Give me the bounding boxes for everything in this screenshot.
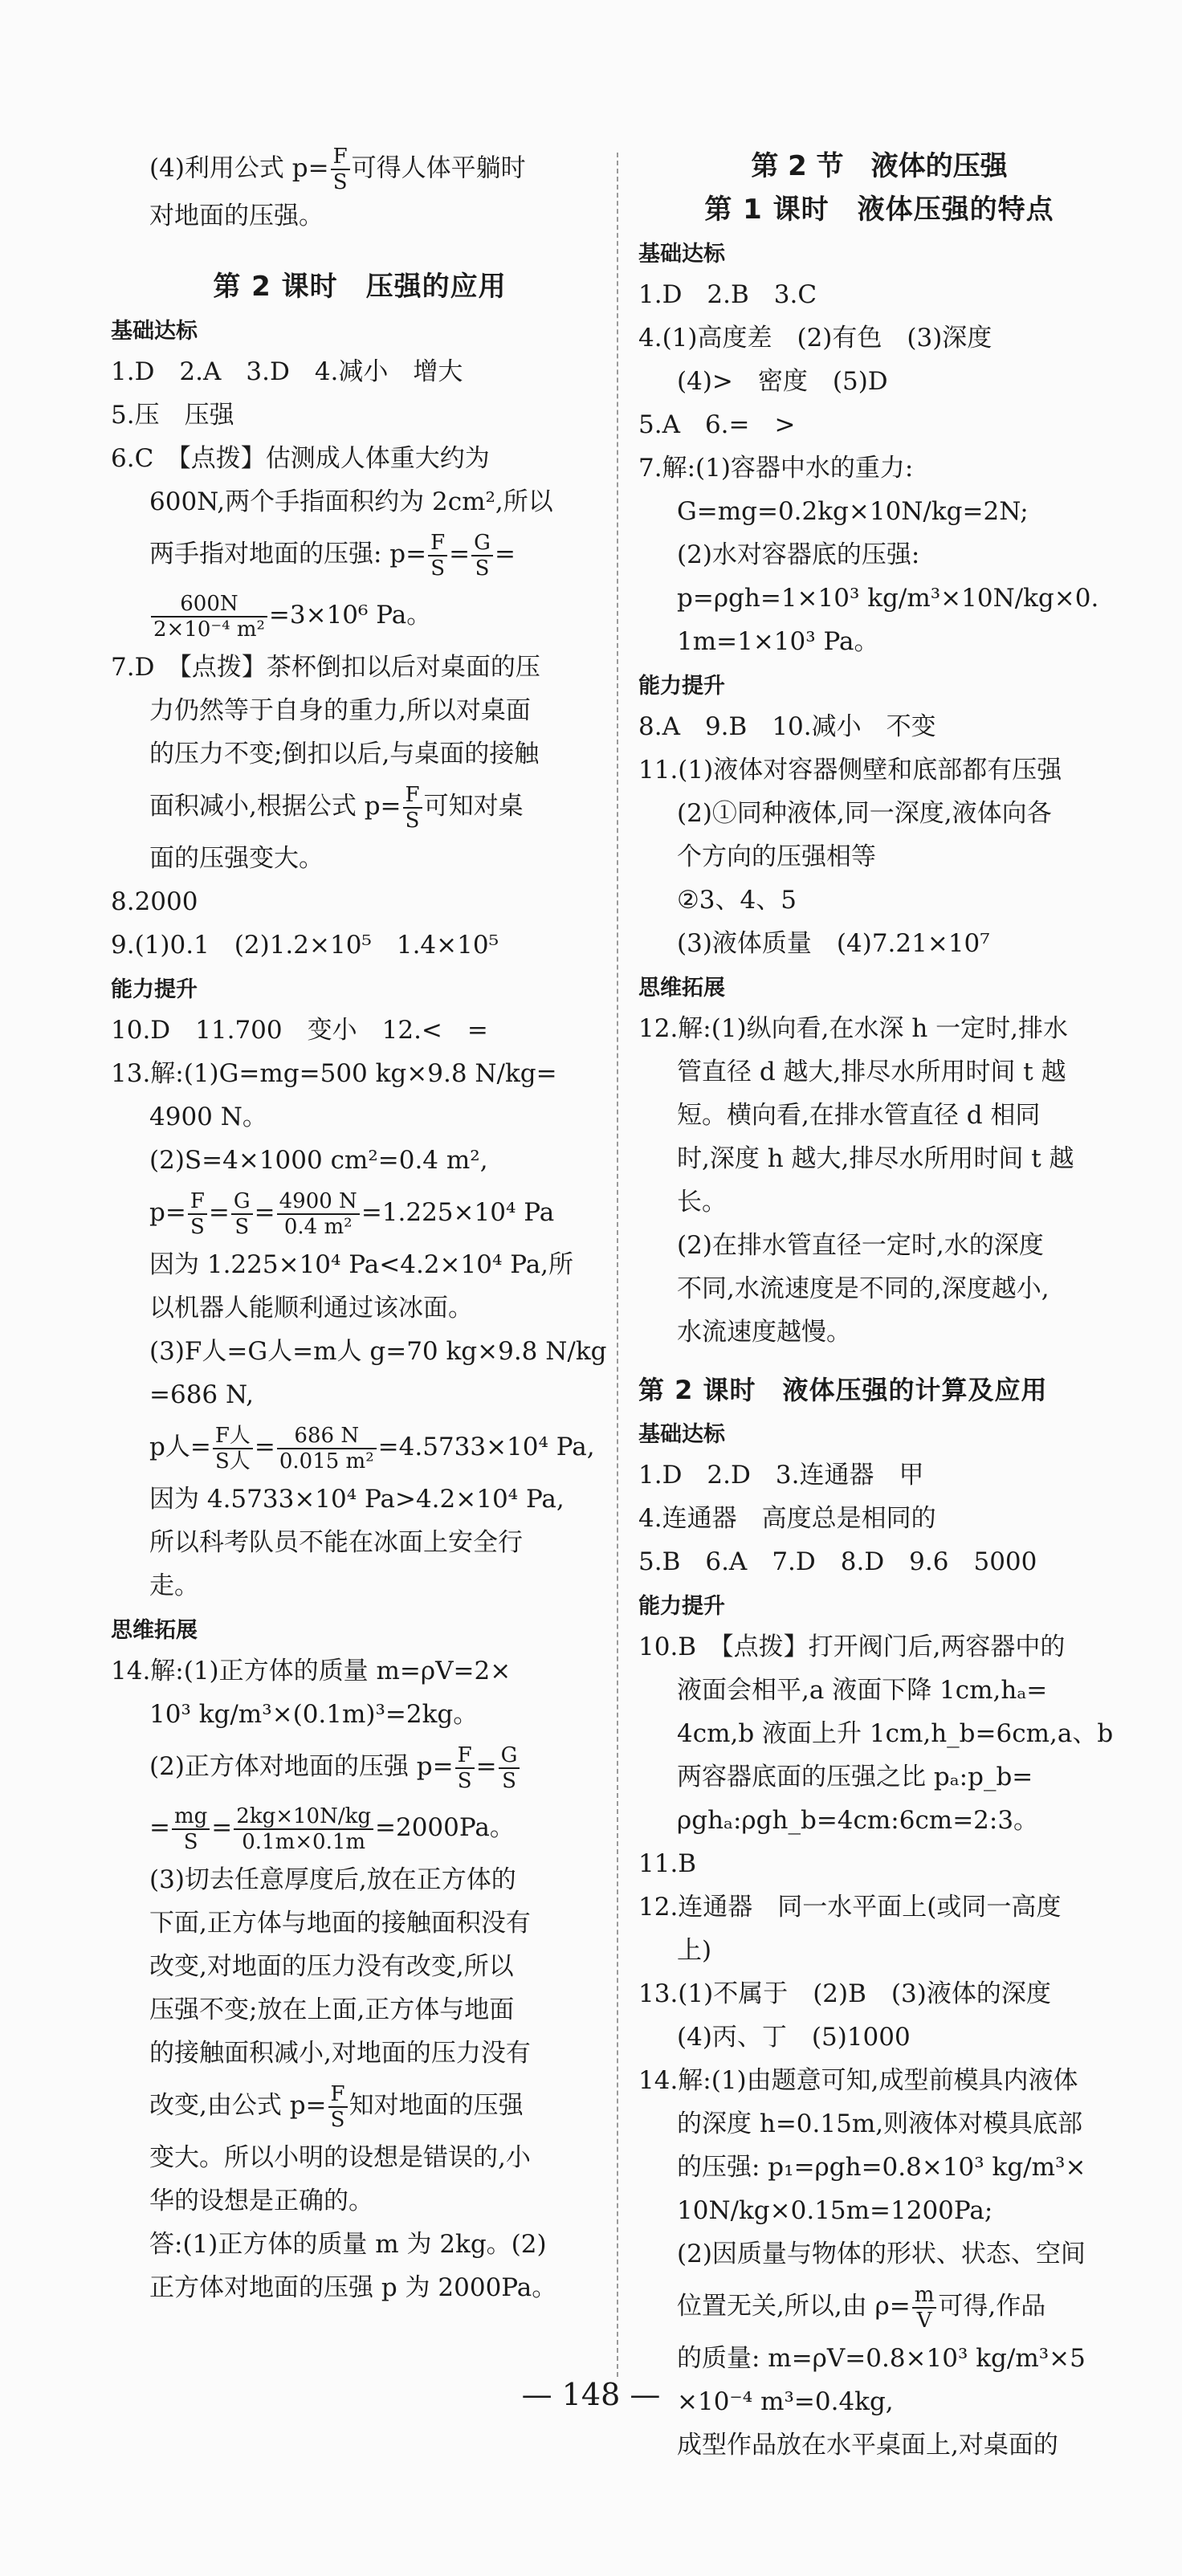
answer-line: 下面,正方体与地面的接触面积没有 — [149, 1909, 531, 1938]
answer-line: (2)因质量与物体的形状、状态、空间 — [677, 2240, 1086, 2268]
answer-line: 的质量: m=ρV=0.8×10³ kg/m³×5 — [677, 2344, 1086, 2373]
section-title: 第 2 节 液体的压强 — [751, 150, 1008, 182]
fraction: $\frac{F}{S}$ — [331, 145, 350, 194]
category-heading: 基础达标 — [638, 242, 725, 267]
category-heading: 思维拓展 — [638, 976, 725, 1001]
answer-line: 走。 — [149, 1571, 199, 1600]
category-heading: 思维拓展 — [111, 1618, 198, 1643]
answer-line: 10³ kg/m³×(0.1m)³=2kg。 — [149, 1700, 479, 1729]
answer-line: 改变,对地面的压力没有改变,所以 — [149, 1952, 514, 1981]
answer-line: 10.D 11.700 变小 12.< = — [111, 1016, 488, 1045]
answer-line: 水流速度越慢。 — [677, 1318, 851, 1347]
answer-line: 5.A 6.= > — [638, 410, 796, 439]
answer-line: (2)S=4×1000 cm²=0.4 m², — [149, 1146, 488, 1175]
answer-line: 11.(1)液体对容器侧壁和底部都有压强 — [638, 756, 1062, 785]
answer-line: G=mg=0.2kg×10N/kg=2N; — [677, 497, 1029, 526]
answer-line: (3)液体质量 (4)7.21×10⁷ — [677, 929, 990, 958]
math-line: 面积减小,根据公式 p= $\frac{F}{S}$ 可知对桌 — [149, 782, 524, 833]
answer-line: (2)水对容器底的压强: — [677, 540, 920, 569]
answer-line: 正方体对地面的压强 p 为 2000Pa。 — [149, 2273, 557, 2302]
left-column — [111, 145, 609, 2309]
answer-line: 4.连通器 高度总是相同的 — [638, 1504, 936, 1533]
answer-line: 1.D 2.A 3.D 4.减小 增大 — [111, 357, 463, 386]
math-line: 两手指对地面的压强: p= $\frac{F}{S}$ = $\frac{G}{S}$ = — [149, 530, 516, 581]
answer-line: (4)丙、丁 (5)1000 — [677, 2023, 911, 2052]
math-line: (2)正方体对地面的压强 p= $\frac{F}{S}$ = $\frac{G}{S}$ — [111, 1736, 609, 1797]
answer-line: 变大。所以小明的设想是错误的,小 — [149, 2143, 531, 2172]
answer-line: 因为 4.5733×10⁴ Pa>4.2×10⁴ Pa, — [149, 1485, 565, 1514]
column-divider — [617, 153, 618, 2377]
answer-line: =686 N, — [149, 1380, 254, 1409]
page-number: — 148 — — [521, 2377, 661, 2412]
answer-line: 10N/kg×0.15m=1200Pa; — [677, 2196, 993, 2225]
category-heading: 能力提升 — [638, 674, 725, 699]
answer-line: 1m=1×10³ Pa。 — [677, 627, 879, 656]
answer-line: 短。横向看,在排水管直径 d 相同 — [677, 1101, 1041, 1130]
answer-line: 成型作品放在水平桌面上,对桌面的 — [677, 2431, 1058, 2460]
answer-line: (4)> 密度 (5)D — [677, 367, 888, 396]
answer-line: 1.D 2.D 3.连通器 甲 — [638, 1461, 924, 1490]
answer-line: 时,深度 h 越大,排尽水所用时间 t 越 — [677, 1144, 1074, 1173]
answer-line: 面的压强变大。 — [149, 844, 324, 873]
answer-line: 个方向的压强相等 — [677, 842, 876, 871]
answer-line: 12.连通器 同一水平面上(或同一高度 — [638, 1893, 1062, 1922]
answer-line: 8.A 9.B 10.减小 不变 — [638, 712, 936, 741]
answer-line: 10.B 【点拨】打开阀门后,两容器中的 — [638, 1632, 1066, 1661]
category-heading: 基础达标 — [111, 319, 198, 344]
answer-line: 液面会相平,a 液面下降 1cm,hₐ= — [677, 1676, 1048, 1705]
category-heading: 基础达标 — [638, 1422, 725, 1447]
answer-line: (2)①同种液体,同一深度,液体向各 — [677, 799, 1052, 828]
lesson-title: 第 2 课时 压强的应用 — [213, 271, 507, 303]
answer-line: 600N,两个手指面积约为 2cm²,所以 — [149, 487, 553, 516]
answer-line: ②3、4、5 — [677, 886, 797, 915]
math-line: p= $\frac{F}{S}$ = $\frac{G}{S}$ = $\frac{4900 N}{\text{0.4 m²}}$ =1.225×10⁴ Pa — [149, 1188, 555, 1239]
answer-line: 12.解:(1)纵向看,在水深 h 一定时,排水 — [638, 1014, 1069, 1043]
answer-line: 4900 N。 — [149, 1103, 267, 1131]
lesson-title: 第 2 课时 液体压强的计算及应用 — [638, 1375, 1048, 1405]
answer-line: 4.(1)高度差 (2)有色 (3)深度 — [638, 324, 992, 353]
answer-line: 6.C 【点拨】估测成人体重大约为 — [111, 444, 490, 473]
answer-line: 8.2000 — [111, 887, 198, 916]
answer-line: 长。 — [677, 1188, 727, 1217]
right-column — [638, 145, 1120, 2467]
text-line: 对地面的压强。 — [149, 202, 324, 230]
math-line: = $\frac{mg}{S}$ = $\frac{2kg\times 10N/kg}{0.1m\times 0.1m}$ =2000Pa。 — [149, 1804, 515, 1854]
answer-line: 1.D 2.B 3.C — [638, 280, 817, 309]
math-line: 位置无关,所以,由 ρ= $\frac{m}{V}$ 可得,作品 — [677, 2282, 1046, 2333]
answer-line: 管直径 d 越大,排尽水所用时间 t 越 — [677, 1058, 1066, 1086]
category-heading: 能力提升 — [111, 977, 198, 1002]
answer-line: 9.(1)0.1 (2)1.2×10⁵ 1.4×10⁵ — [111, 931, 499, 960]
math-line: 改变,由公式 p= $\frac{F}{S}$ 知对地面的压强 — [149, 2081, 524, 2132]
answer-line: 两容器底面的压强之比 pₐ:p_b= — [677, 1763, 1033, 1791]
answer-line: 所以科考队员不能在冰面上安全行 — [149, 1528, 523, 1557]
answer-line: 上) — [677, 1936, 712, 1965]
answer-line: 4cm,b 液面上升 1cm,h_b=6cm,a、b — [677, 1719, 1114, 1748]
lesson-title: 第 1 课时 液体压强的特点 — [704, 194, 1054, 226]
answer-line: 的压强: p₁=ρgh=0.8×10³ kg/m³× — [677, 2153, 1086, 2182]
answer-line: 14.解:(1)正方体的质量 m=ρV=2× — [111, 1657, 512, 1685]
answer-line: ρghₐ:ρgh_b=4cm:6cm=2:3。 — [677, 1806, 1039, 1835]
answer-line: 5.B 6.A 7.D 8.D 9.6 5000 — [638, 1547, 1037, 1576]
answer-line: 答:(1)正方体的质量 m 为 2kg。(2) — [149, 2230, 547, 2259]
answer-line: 压强不变;放在上面,正方体与地面 — [149, 1995, 515, 2024]
answer-line: 11.B — [638, 1849, 697, 1878]
answer-line: 13.(1)不属于 (2)B (3)液体的深度 — [638, 1979, 1051, 2008]
text-line: (4)利用公式 p= $\frac{F}{S}$ 可得人体平躺时 — [149, 145, 526, 194]
answer-line: 华的设想是正确的。 — [149, 2187, 373, 2215]
answer-line: (3)切去任意厚度后,放在正方体的 — [149, 1865, 516, 1894]
answer-line: 13.解:(1)G=mg=500 kg×9.8 N/kg= — [111, 1059, 557, 1088]
answer-line: 7.D 【点拨】茶杯倒扣以后对桌面的压 — [111, 653, 540, 682]
answer-line: ×10⁻⁴ m³=0.4kg, — [677, 2387, 894, 2416]
answer-line: (2)在排水管直径一定时,水的深度 — [677, 1231, 1044, 1260]
answer-line: 14.解:(1)由题意可知,成型前模具内液体 — [638, 2066, 1078, 2095]
category-heading: 能力提升 — [638, 1594, 725, 1619]
answer-line: 因为 1.225×10⁴ Pa<4.2×10⁴ Pa,所 — [149, 1250, 574, 1279]
answer-line: 7.解:(1)容器中水的重力: — [638, 454, 914, 483]
answer-line: 的压力不变;倒扣以后,与桌面的接触 — [149, 740, 540, 768]
answer-line: 力仍然等于自身的重力,所以对桌面 — [149, 696, 531, 725]
answer-line: 的深度 h=0.15m,则液体对模具底部 — [677, 2109, 1083, 2138]
answer-line: p=ρgh=1×10³ kg/m³×10N/kg×0. — [677, 584, 1099, 613]
answer-line: 不同,水流速度是不同的,深度越小, — [677, 1274, 1050, 1303]
math-line: $\frac{600N}{\text{2×10⁻⁴ m²}}$ =3×10⁶ Pa。 — [111, 585, 609, 646]
answer-line: 以机器人能顺利通过该冰面。 — [149, 1294, 473, 1323]
math-line: p人= $\frac{\text{F人}}{\text{S人}}$ = $\frac{686 N}{\text{0.015 m²}}$ =4.5733×10⁴ Pa, — [149, 1423, 595, 1473]
answer-line: 的接触面积减小,对地面的压力没有 — [149, 2039, 531, 2068]
answer-line: (3)F人=G人=m人 g=70 kg×9.8 N/kg — [149, 1337, 607, 1366]
answer-line: 5.压 压强 — [111, 401, 234, 430]
